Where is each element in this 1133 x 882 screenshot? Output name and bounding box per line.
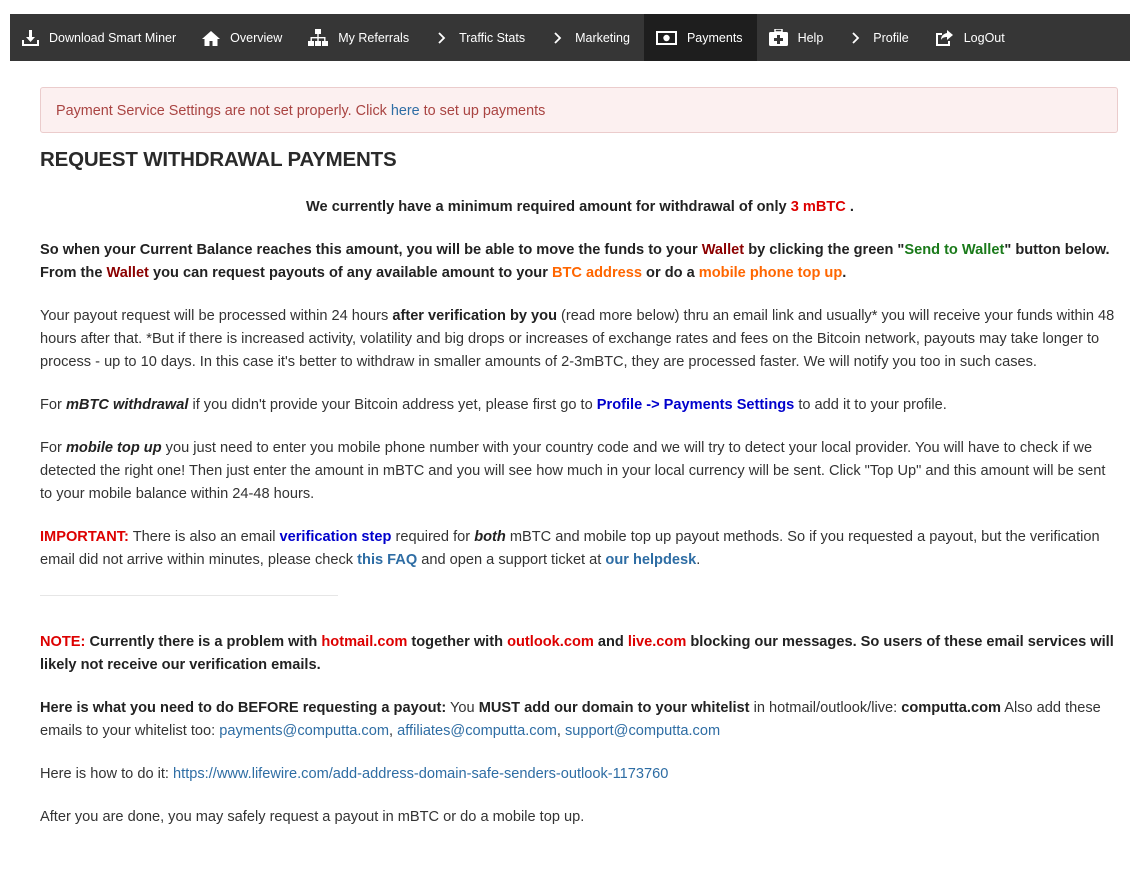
nav-label: Profile [873, 30, 909, 45]
text: Here is how to do it: [40, 766, 174, 782]
top-strip [0, 0, 1133, 14]
text: For [40, 397, 66, 413]
nav-my-referrals[interactable] [296, 14, 423, 61]
nav-marketing[interactable] [539, 14, 644, 61]
nav-logout[interactable] [923, 14, 1019, 61]
nav-label: Marketing [575, 30, 630, 45]
text: . [696, 552, 701, 568]
mbtc-paragraph [40, 394, 1120, 417]
min-amount-before: We currently have a minimum required amount for withdrawal of only [306, 199, 791, 215]
helpdesk-link[interactable]: our helpdesk [605, 552, 697, 568]
important-label: IMPORTANT: [40, 529, 129, 545]
domain-text: computta.com [901, 700, 1001, 716]
payout-paragraph [40, 305, 1120, 374]
nav-label: Traffic Stats [459, 30, 526, 45]
text: Currently there is a problem with [85, 634, 322, 650]
section-divider [40, 595, 338, 596]
text: For [40, 440, 66, 456]
text: required for [391, 529, 475, 545]
text: So when your Current Balance reaches this amount, you will be able to move the funds to your [40, 242, 702, 258]
wallet-text: Wallet [701, 242, 745, 258]
mobile-top-up-text: mobile phone top up [698, 265, 843, 281]
both-text: both [474, 529, 506, 545]
bold-text: after verification by you [392, 308, 557, 324]
bold-text: Here is what you need to do BEFORE requesting a payout: [40, 700, 447, 716]
text: " button below. From the [40, 242, 1110, 281]
home-icon [202, 30, 220, 46]
mobile-top-up-text: mobile top up [65, 440, 162, 456]
share-icon [935, 29, 954, 47]
mobile-paragraph [40, 437, 1120, 506]
hotmail-text: hotmail.com [321, 634, 408, 650]
text: mBTC and mobile top up payout methods. So if you requested a payout, but the verification email did not arrive within minutes, please check [40, 529, 1100, 568]
profile-payment-settings-link[interactable]: Profile -> Payments Settings [596, 397, 795, 413]
alert-setup-link[interactable]: here [390, 103, 420, 119]
text: Also add these emails to your whitelist too: [40, 700, 1101, 739]
outlook-text: outlook.com [507, 634, 594, 650]
text: in hotmail/outlook/live: [749, 700, 902, 716]
text: you just need to enter you mobile phone number with your country code and we will try to detect your local provider. You will have to check if we detected the right one! Then just enter the amount in mBTC and you will see how much in your local currency will be sent. Click "Top Up" and this amount will be sent to your mobile balance within 24-48 hours. [40, 440, 1106, 502]
affiliates-email-link[interactable]: affiliates@computta.com [397, 723, 557, 739]
text: After you are done, you may safely request a payout in mBTC or do a mobile top up. [40, 809, 585, 825]
nav-label: LogOut [963, 30, 1005, 45]
separator: , [556, 723, 565, 739]
nav-label: My Referrals [338, 30, 410, 45]
wallet-text: Wallet [106, 265, 149, 281]
nav-overview[interactable] [190, 14, 296, 61]
text: There is also an email [128, 529, 280, 545]
text: You [446, 700, 479, 716]
whitelist-paragraph [40, 697, 1120, 743]
money-icon [656, 31, 677, 45]
important-paragraph [40, 526, 1120, 572]
nav-profile[interactable] [837, 14, 922, 61]
text: or do a [642, 265, 699, 281]
payment-settings-alert [40, 87, 1118, 133]
howto-paragraph [40, 763, 1120, 786]
text: to add it to your profile. [794, 397, 947, 413]
nav-label: Payments [686, 30, 743, 45]
verification-step-link[interactable]: verification step [279, 529, 392, 545]
sitemap-icon [308, 29, 328, 46]
note-label: NOTE: [40, 634, 86, 650]
page-title: REQUEST WITHDRAWAL PAYMENTS [40, 148, 397, 171]
chevron-right-icon [435, 31, 449, 45]
support-email-link[interactable]: support@computta.com [564, 723, 721, 739]
text: together with [407, 634, 508, 650]
download-icon [22, 30, 39, 46]
min-amount-text [40, 196, 1120, 219]
text: Your payout request will be processed within 24 hours [40, 308, 393, 324]
alert-text-before: Payment Service Settings are not set properly. Click [56, 103, 391, 119]
nav-download-smart-miner[interactable] [10, 14, 190, 61]
text: by clicking the green " [744, 242, 905, 258]
lifewire-link[interactable]: https://www.lifewire.com/add-address-domain-safe-senders-outlook-1173760 [173, 766, 669, 782]
main-navbar [10, 14, 1130, 61]
nav-label: Help [797, 30, 824, 45]
btc-address-text: BTC address [551, 265, 642, 281]
main-content [40, 146, 1120, 829]
text: you can request payouts of any available amount to your [148, 265, 552, 281]
mbtc-withdrawal-text: mBTC withdrawal [65, 397, 189, 413]
after-paragraph [40, 806, 1120, 829]
nav-label: Overview [230, 30, 283, 45]
text: and open a support ticket at [417, 552, 606, 568]
text: blocking our messages. So users of these email services will likely not receive our verification emails. [40, 634, 1114, 673]
text: and [593, 634, 628, 650]
chevron-right-icon [849, 31, 863, 45]
text: . [842, 265, 847, 281]
min-amount-after: . [845, 199, 854, 215]
bold-text: MUST add our domain to your whitelist [478, 700, 750, 716]
separator: , [389, 723, 398, 739]
chevron-right-icon [551, 31, 565, 45]
nav-help[interactable] [757, 14, 838, 61]
medkit-icon [769, 29, 788, 46]
nav-payments[interactable] [644, 14, 757, 61]
alert-text-after: to set up payments [419, 103, 546, 119]
payments-email-link[interactable]: payments@computta.com [219, 723, 390, 739]
send-to-wallet-text: Send to Wallet [904, 242, 1005, 258]
text: if you didn't provide your Bitcoin address yet, please first go to [188, 397, 597, 413]
note-paragraph [40, 631, 1120, 677]
balance-paragraph [40, 239, 1120, 285]
live-text: live.com [627, 634, 687, 650]
text: (read more below) thru an email link and usually* you will receive your funds within 48 hours after that. *But if there is increased activity, volatility and big drops or increases of exchange rates and fees on the Bitcoin network, payouts may take longer to process - up to 10 days. In this case it's better to withdraw in smaller amounts of 2-3mBTC, they are processed faster. We will notify you too in such cases. [40, 308, 1115, 370]
faq-link[interactable]: this FAQ [357, 552, 418, 568]
min-amount-value: 3 mBTC [790, 199, 846, 215]
nav-label: Download Smart Miner [49, 30, 177, 45]
nav-traffic-stats[interactable] [423, 14, 539, 61]
